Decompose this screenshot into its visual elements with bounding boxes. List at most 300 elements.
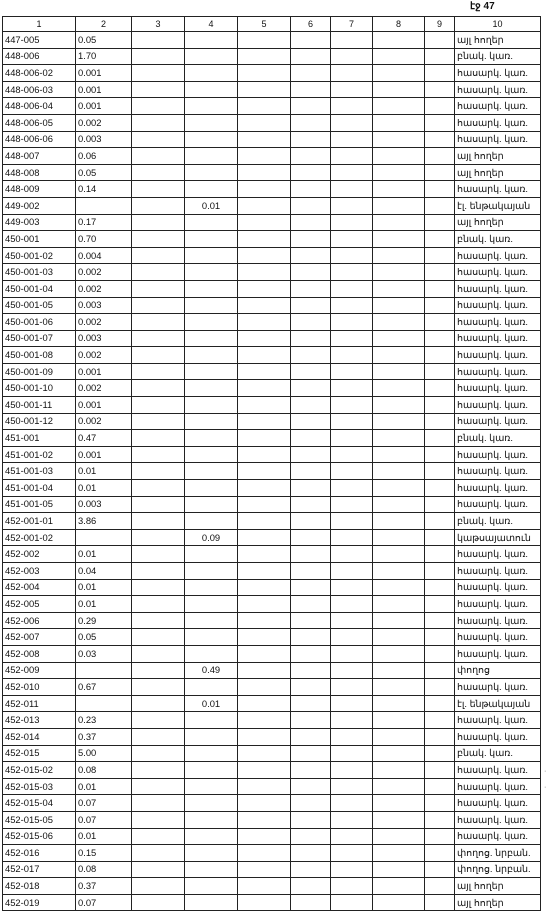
col3-cell	[132, 795, 185, 812]
parcel-code-cell: 452-019	[3, 894, 76, 911]
col6-cell	[291, 380, 331, 397]
area-col2-cell: 0.002	[76, 380, 132, 397]
column-header-3: 3	[132, 17, 185, 32]
area-col4-cell	[185, 712, 238, 729]
parcel-code-cell: 449-003	[3, 214, 76, 231]
col9-cell	[425, 247, 455, 264]
col7-cell	[331, 164, 373, 181]
col7-cell	[331, 728, 373, 745]
col6-cell	[291, 894, 331, 911]
col5-cell	[238, 845, 291, 862]
table-body	[3, 32, 541, 911]
parcel-code-cell: 452-009	[3, 662, 76, 679]
col6-cell	[291, 264, 331, 281]
land-use-cell: հասարկ. կառ.	[455, 181, 541, 198]
land-use-cell: հասարկ. կառ.	[455, 280, 541, 297]
col7-cell	[331, 579, 373, 596]
area-col4-cell	[185, 247, 238, 264]
col5-cell	[238, 148, 291, 165]
col3-cell	[132, 48, 185, 65]
col5-cell	[238, 712, 291, 729]
col9-cell	[425, 546, 455, 563]
land-use-cell: բնակ. կառ.	[455, 745, 541, 762]
col7-cell	[331, 878, 373, 895]
col3-cell	[132, 397, 185, 414]
land-use-cell: հասարկ. կառ.	[455, 579, 541, 596]
col7-cell	[331, 114, 373, 131]
col7-cell	[331, 397, 373, 414]
area-col2-cell: 0.001	[76, 397, 132, 414]
land-use-cell: հասարկ. կառ.	[455, 114, 541, 131]
parcel-code-cell: 452-017	[3, 861, 76, 878]
col8-cell	[373, 380, 425, 397]
col9-cell	[425, 131, 455, 148]
parcel-code-cell: 452-011	[3, 695, 76, 712]
col5-cell	[238, 98, 291, 115]
col5-cell	[238, 662, 291, 679]
col7-cell	[331, 314, 373, 331]
col9-cell	[425, 645, 455, 662]
col5-cell	[238, 612, 291, 629]
column-header-10: 10	[455, 17, 541, 32]
col9-cell	[425, 148, 455, 165]
col8-cell	[373, 214, 425, 231]
col6-cell	[291, 164, 331, 181]
col5-cell	[238, 745, 291, 762]
col8-cell	[373, 563, 425, 580]
area-col4-cell	[185, 81, 238, 98]
col5-cell	[238, 878, 291, 895]
land-use-cell: այլ հողեր	[455, 164, 541, 181]
col7-cell	[331, 612, 373, 629]
area-col4-cell	[185, 778, 238, 795]
col7-cell	[331, 480, 373, 497]
col6-cell	[291, 314, 331, 331]
col8-cell	[373, 811, 425, 828]
col3-cell	[132, 712, 185, 729]
col8-cell	[373, 579, 425, 596]
col5-cell	[238, 679, 291, 696]
col8-cell	[373, 695, 425, 712]
col6-cell	[291, 728, 331, 745]
area-col4-cell	[185, 762, 238, 779]
area-col2-cell: 0.37	[76, 728, 132, 745]
table-row	[3, 563, 541, 580]
area-col4-cell	[185, 264, 238, 281]
area-col2-cell: 0.01	[76, 463, 132, 480]
table-row	[3, 695, 541, 712]
area-col2-cell: 0.001	[76, 65, 132, 82]
col3-cell	[132, 728, 185, 745]
parcel-code-cell: 451-001-03	[3, 463, 76, 480]
area-col4-cell	[185, 795, 238, 812]
land-use-cell: հասարկ. կառ.	[455, 645, 541, 662]
col7-cell	[331, 845, 373, 862]
col8-cell	[373, 513, 425, 530]
land-use-cell: հասարկ. կառ.	[455, 778, 541, 795]
land-use-cell: հասարկ. կառ.	[455, 712, 541, 729]
col5-cell	[238, 513, 291, 530]
col5-cell	[238, 563, 291, 580]
col6-cell	[291, 65, 331, 82]
area-col4-cell	[185, 480, 238, 497]
col9-cell	[425, 563, 455, 580]
col6-cell	[291, 695, 331, 712]
col7-cell	[331, 214, 373, 231]
parcel-code-cell: 452-006	[3, 612, 76, 629]
col3-cell	[132, 811, 185, 828]
column-header-5: 5	[238, 17, 291, 32]
land-use-cell: հասարկ. կառ.	[455, 380, 541, 397]
col5-cell	[238, 579, 291, 596]
area-col2-cell: 0.03	[76, 645, 132, 662]
col9-cell	[425, 579, 455, 596]
col3-cell	[132, 330, 185, 347]
parcel-code-cell: 452-001-02	[3, 529, 76, 546]
col6-cell	[291, 98, 331, 115]
col8-cell	[373, 845, 425, 862]
land-use-cell: բնակ. կառ.	[455, 48, 541, 65]
col8-cell	[373, 629, 425, 646]
col3-cell	[132, 845, 185, 862]
table-row	[3, 463, 541, 480]
col5-cell	[238, 247, 291, 264]
col7-cell	[331, 645, 373, 662]
col8-cell	[373, 48, 425, 65]
parcel-code-cell: 448-006-04	[3, 98, 76, 115]
col3-cell	[132, 629, 185, 646]
land-use-cell: հասարկ. կառ.	[455, 629, 541, 646]
table-row	[3, 65, 541, 82]
col9-cell	[425, 596, 455, 613]
col6-cell	[291, 347, 331, 364]
table-row	[3, 728, 541, 745]
col6-cell	[291, 513, 331, 530]
col6-cell	[291, 231, 331, 248]
col8-cell	[373, 314, 425, 331]
col9-cell	[425, 513, 455, 530]
table-row	[3, 894, 541, 911]
col8-cell	[373, 164, 425, 181]
margin-mark: ·	[544, 768, 547, 775]
land-use-cell: փողոց. նրբան.	[455, 845, 541, 862]
land-use-cell: հասարկ. կառ.	[455, 811, 541, 828]
col6-cell	[291, 662, 331, 679]
col8-cell	[373, 679, 425, 696]
col9-cell	[425, 629, 455, 646]
col5-cell	[238, 32, 291, 49]
area-col4-cell	[185, 563, 238, 580]
land-use-cell: հասարկ. կառ.	[455, 679, 541, 696]
col6-cell	[291, 446, 331, 463]
area-col2-cell: 3.86	[76, 513, 132, 530]
col3-cell	[132, 762, 185, 779]
col5-cell	[238, 181, 291, 198]
land-use-cell: հասարկ. կառ.	[455, 480, 541, 497]
area-col4-cell	[185, 894, 238, 911]
col3-cell	[132, 579, 185, 596]
col8-cell	[373, 280, 425, 297]
col5-cell	[238, 264, 291, 281]
col5-cell	[238, 164, 291, 181]
table-row	[3, 32, 541, 49]
table-row	[3, 413, 541, 430]
col8-cell	[373, 828, 425, 845]
col9-cell	[425, 197, 455, 214]
col8-cell	[373, 297, 425, 314]
col8-cell	[373, 662, 425, 679]
col3-cell	[132, 164, 185, 181]
land-use-cell: հասարկ. կառ.	[455, 363, 541, 380]
area-col4-cell	[185, 48, 238, 65]
col8-cell	[373, 32, 425, 49]
parcel-code-cell: 448-009	[3, 181, 76, 198]
area-col2-cell: 0.003	[76, 496, 132, 513]
area-col4-cell	[185, 32, 238, 49]
col6-cell	[291, 148, 331, 165]
parcel-code-cell: 452-001-01	[3, 513, 76, 530]
col8-cell	[373, 778, 425, 795]
col3-cell	[132, 231, 185, 248]
col3-cell	[132, 563, 185, 580]
col3-cell	[132, 446, 185, 463]
parcel-code-cell: 450-001	[3, 231, 76, 248]
area-col2-cell: 0.14	[76, 181, 132, 198]
parcel-code-cell: 448-007	[3, 148, 76, 165]
col6-cell	[291, 48, 331, 65]
col8-cell	[373, 430, 425, 447]
table-row	[3, 645, 541, 662]
col9-cell	[425, 662, 455, 679]
area-col2-cell: 0.29	[76, 612, 132, 629]
parcel-code-cell: 452-015-02	[3, 762, 76, 779]
col9-cell	[425, 297, 455, 314]
col8-cell	[373, 181, 425, 198]
parcel-code-cell: 451-001-05	[3, 496, 76, 513]
col8-cell	[373, 546, 425, 563]
col3-cell	[132, 861, 185, 878]
table-row	[3, 264, 541, 281]
parcel-code-cell: 452-005	[3, 596, 76, 613]
land-use-cell: էլ. ենթակայան	[455, 197, 541, 214]
col8-cell	[373, 878, 425, 895]
table-row	[3, 662, 541, 679]
parcel-code-cell: 448-006-05	[3, 114, 76, 131]
col3-cell	[132, 662, 185, 679]
parcel-code-cell: 448-006-06	[3, 131, 76, 148]
col5-cell	[238, 463, 291, 480]
column-header-4: 4	[185, 17, 238, 32]
col9-cell	[425, 32, 455, 49]
col7-cell	[331, 413, 373, 430]
table-row	[3, 231, 541, 248]
area-col2-cell: 0.01	[76, 828, 132, 845]
land-use-cell: հասարկ. կառ.	[455, 98, 541, 115]
col3-cell	[132, 148, 185, 165]
col5-cell	[238, 645, 291, 662]
area-col2-cell: 0.07	[76, 894, 132, 911]
col8-cell	[373, 762, 425, 779]
parcel-code-cell: 452-007	[3, 629, 76, 646]
table-row	[3, 546, 541, 563]
col6-cell	[291, 280, 331, 297]
parcel-code-cell: 450-001-06	[3, 314, 76, 331]
col9-cell	[425, 728, 455, 745]
col7-cell	[331, 81, 373, 98]
col7-cell	[331, 363, 373, 380]
table-row	[3, 214, 541, 231]
col9-cell	[425, 695, 455, 712]
col3-cell	[132, 878, 185, 895]
col5-cell	[238, 297, 291, 314]
col8-cell	[373, 330, 425, 347]
col7-cell	[331, 563, 373, 580]
col7-cell	[331, 712, 373, 729]
col3-cell	[132, 679, 185, 696]
col3-cell	[132, 114, 185, 131]
table-row	[3, 131, 541, 148]
parcel-code-cell: 447-005	[3, 32, 76, 49]
col7-cell	[331, 695, 373, 712]
col8-cell	[373, 728, 425, 745]
table-row	[3, 81, 541, 98]
col3-cell	[132, 463, 185, 480]
col7-cell	[331, 811, 373, 828]
col9-cell	[425, 98, 455, 115]
col8-cell	[373, 98, 425, 115]
col8-cell	[373, 861, 425, 878]
col6-cell	[291, 413, 331, 430]
col6-cell	[291, 745, 331, 762]
table-row	[3, 247, 541, 264]
col9-cell	[425, 214, 455, 231]
col8-cell	[373, 347, 425, 364]
table-row	[3, 496, 541, 513]
col6-cell	[291, 81, 331, 98]
area-col2-cell: 0.15	[76, 845, 132, 862]
table-row	[3, 164, 541, 181]
area-col4-cell	[185, 363, 238, 380]
land-use-cell: հասարկ. կառ.	[455, 330, 541, 347]
land-use-cell: բնակ. կառ.	[455, 513, 541, 530]
table-row	[3, 430, 541, 447]
col7-cell	[331, 446, 373, 463]
area-col2-cell: 0.001	[76, 363, 132, 380]
area-col4-cell	[185, 878, 238, 895]
table-row	[3, 745, 541, 762]
land-use-cell: հասարկ. կառ.	[455, 446, 541, 463]
col5-cell	[238, 629, 291, 646]
col8-cell	[373, 712, 425, 729]
col9-cell	[425, 397, 455, 414]
table-row	[3, 811, 541, 828]
table-row	[3, 679, 541, 696]
table-row	[3, 596, 541, 613]
col3-cell	[132, 65, 185, 82]
area-col2-cell: 0.04	[76, 563, 132, 580]
col5-cell	[238, 114, 291, 131]
area-col2-cell: 0.003	[76, 330, 132, 347]
land-parcel-table	[2, 16, 541, 911]
area-col4-cell	[185, 612, 238, 629]
parcel-code-cell: 451-001-04	[3, 480, 76, 497]
col7-cell	[331, 148, 373, 165]
table-row	[3, 297, 541, 314]
col7-cell	[331, 347, 373, 364]
col5-cell	[238, 529, 291, 546]
area-col2-cell	[76, 662, 132, 679]
col5-cell	[238, 197, 291, 214]
column-header-7: 7	[331, 17, 373, 32]
area-col4-cell	[185, 347, 238, 364]
col8-cell	[373, 645, 425, 662]
col5-cell	[238, 861, 291, 878]
area-col4-cell	[185, 811, 238, 828]
col7-cell	[331, 280, 373, 297]
col9-cell	[425, 430, 455, 447]
col3-cell	[132, 430, 185, 447]
col5-cell	[238, 65, 291, 82]
area-col4-cell: 0.09	[185, 529, 238, 546]
col8-cell	[373, 463, 425, 480]
col7-cell	[331, 513, 373, 530]
area-col2-cell	[76, 197, 132, 214]
area-col4-cell	[185, 131, 238, 148]
land-use-cell: հասարկ. կառ.	[455, 397, 541, 414]
area-col4-cell	[185, 114, 238, 131]
table-row	[3, 795, 541, 812]
col7-cell	[331, 662, 373, 679]
col3-cell	[132, 280, 185, 297]
parcel-code-cell: 448-006-02	[3, 65, 76, 82]
col6-cell	[291, 645, 331, 662]
parcel-code-cell: 450-001-02	[3, 247, 76, 264]
col3-cell	[132, 480, 185, 497]
col7-cell	[331, 197, 373, 214]
col3-cell	[132, 131, 185, 148]
parcel-code-cell: 451-001-02	[3, 446, 76, 463]
area-col2-cell: 0.23	[76, 712, 132, 729]
area-col2-cell: 0.01	[76, 778, 132, 795]
col8-cell	[373, 148, 425, 165]
col3-cell	[132, 32, 185, 49]
area-col2-cell: 0.07	[76, 795, 132, 812]
column-header-1: 1	[3, 17, 76, 32]
col9-cell	[425, 48, 455, 65]
col7-cell	[331, 894, 373, 911]
table-row	[3, 330, 541, 347]
col3-cell	[132, 894, 185, 911]
col6-cell	[291, 828, 331, 845]
col5-cell	[238, 413, 291, 430]
col6-cell	[291, 480, 331, 497]
col6-cell	[291, 363, 331, 380]
parcel-code-cell: 451-001	[3, 430, 76, 447]
table-row	[3, 878, 541, 895]
col5-cell	[238, 81, 291, 98]
area-col2-cell: 0.002	[76, 280, 132, 297]
col7-cell	[331, 430, 373, 447]
col7-cell	[331, 861, 373, 878]
col9-cell	[425, 845, 455, 862]
parcel-code-cell: 450-001-04	[3, 280, 76, 297]
land-use-cell: այլ հողեր	[455, 894, 541, 911]
col3-cell	[132, 645, 185, 662]
area-col2-cell: 0.002	[76, 413, 132, 430]
area-col2-cell	[76, 529, 132, 546]
land-use-cell: հասարկ. կառ.	[455, 297, 541, 314]
col8-cell	[373, 795, 425, 812]
